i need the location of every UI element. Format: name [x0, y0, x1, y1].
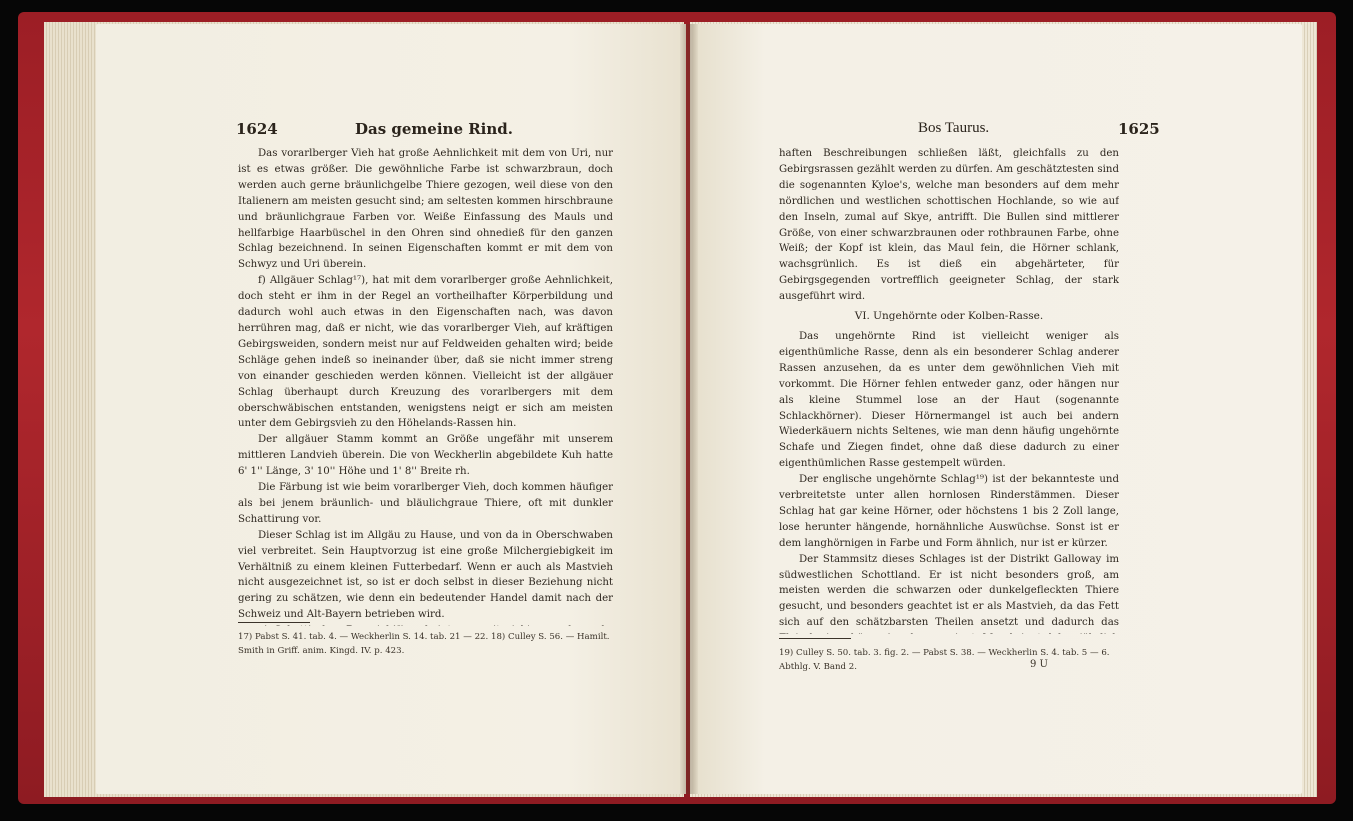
left-body-text [238, 146, 613, 626]
footnote: 19) Culley S. 50. tab. 3. fig. 2. — Pabst S. 38. — Weckherlin S. 4. tab. 5 — 6. [779, 648, 1110, 658]
footnote-rule [779, 638, 851, 639]
paragraph [238, 623, 613, 626]
right-body-text [779, 146, 1119, 634]
right-footnotes [779, 646, 1119, 674]
paragraph: haften Beschreibungen schließen läßt, gleichfalls zu den Gebirgsrassen gezählt werden zu dürfen. Am geschätztesten sind die sogenannten Kyloe's, welche man besonders auf dem mehr nördlichen und westlichen schottischen Hochlande, so wie auf den Inseln, zumal auf Skye, antrifft. Die Bullen sind mittlerer Größe, von einer schwarzbraunen oder rothbraunen Farbe, ohne Weiß; der Kopf ist klein, das Maul fein, die Hörner schlank, wachsgrünlich. Es ist dieß ein abgehärteter, für Gebirgsgegenden vortrefflich geeigneter Schlag, der stark ausgeführt wird. [779, 148, 1119, 303]
left-running-title: Das gemeine Rind. [355, 120, 513, 138]
left-page-number: 1624 [236, 120, 278, 138]
paragraph: Das vorarlberger Vieh hat große Aehnlichkeit mit dem von Uri, nur ist es etwas größer. Die gewöhnliche Farbe ist schwarzbraun, doch werden auch gerne bräunlichgelbe Thiere gezogen, weil diese von den Italienern am meisten gesucht sind; am seltesten kommen hirschbraune und bräunlichgraue Farben vor. Weiße Einfassung des Mauls und hellfarbige Haarbüschel in den Ohren sind ohnedieß für den ganzen Schlag bezeichnend. In seinen Eigenschaften kommt er mit dem von Schwyz und Uri überein. [238, 148, 613, 271]
right-page-number: 1625 [1118, 120, 1160, 138]
paragraph: Die Färbung ist wie beim vorarlberger Vieh, doch kommen häufiger als bei jenem bräunlich- und bläulichgraue Thiere, oft mit dunkler Schattirung vor. [238, 482, 613, 525]
paragraph: Der Stammsitz dieses Schlages ist der Distrikt Galloway im südwestlichen Schottland. Er ist nicht besonders groß, am meisten werden die schwarzen oder dunkelgefleckten Thiere gesucht, und besonders geachtet ist er als Mastvieh, da das Fett sich auf den schätzbarsten Theilen ansetzt und dadurch das [779, 553, 1119, 629]
paragraph: Der allgäuer Stamm kommt an Größe ungefähr mit unserem mittleren Landvieh überein. Die von Weckherlin abgebildete Kuh hatte 6' 1'' Länge, 3' 10'' Höhe und 1' 8'' Breite rh. [238, 434, 613, 478]
paragraph: f) Allgäuer Schlag¹⁷), hat mit dem vorarlberger große Aehnlichkeit, doch steht er ihm in der Regel an vortheilhafter Körperbildung und dadurch wohl auch etwas in den Eigenschaften nach, was davon herrühren mag, daß er nicht, wie das vorarlberger Vieh, auf kräftigen Gebirgsweiden, sondern meist nur auf Feldweiden gehalten wird; beide Schläge gehen indeß so ineinander über, daß sie nicht immer streng von einander geschieden werden können. Vielleicht ist der allgäuer Schlag überhaupt durch Kreuzung des vorarlbergers mit dem oberschwäbischen entstanden, wenigstens neigt er sich am meisten unter dem Gebirgsvieh zu den Höhelands-Rassen hin. [238, 275, 613, 430]
signature-mark: 9 U [1030, 659, 1048, 670]
section-heading: VI. Ungehörnte oder Kolben-Rasse. [854, 310, 1044, 323]
right-running-title: Bos Taurus. [918, 120, 990, 136]
paragraph: Das ungehörnte Rind ist vielleicht weniger als eigenthümliche Rasse, denn als ein besonderer Schlag anderer Rassen anzusehen, da es unter dem gewöhnlichen Vieh mit vorkommt. Die Hörner fehlen entweder ganz, oder hängen nur als kleine Stummel lose an der Haut (sogenannte Schlackhörner). Dieser Hörnermangel ist auch bei andern Wiederkäuern nichts Seltenes, wie man denn häufig ungehörnte Schafe und Ziegen findet, ohne daß diese dadurch zu einer eigenthümlichen Rasse gestempelt würden. [779, 330, 1119, 470]
left-footnotes: 17) Pabst S. 41. tab. 4. — Weckherlin S. 14. tab. 21 — 22. 18) Culley S. 56. — Hamilt. Smith in Griff. anim. Kingd. IV. p. 423. [238, 632, 610, 656]
volume-note: Abthlg. V. Band 2. [779, 662, 857, 672]
book-gutter [680, 24, 698, 794]
footnote-rule [238, 622, 310, 623]
paragraph: Dieser Schlag ist im Allgäu zu Hause, und von da in Oberschwaben viel verbreitet. Sein Hauptvorzug ist eine große Milchergiebigkeit im Verhältniß zu einem kleinen Futterbedarf. Wenn er auch als Mastvieh nicht ausgezeichnet ist, so ist er doch selbst in dieser Beziehung nicht gering zu schätzen, wie denn ein bedeutender Handel damit nach der Schweiz und Alt-Bayern betrieben wird. [238, 529, 613, 621]
paragraph: Der englische ungehörnte Schlag¹⁹) ist der bekannteste und verbreitetste unter allen hornlosen Rinderstämmen. Dieser Schlag hat gar keine Hörner, oder höchstens 1 bis 2 Zoll lange, lose herunter hängende, hornähnliche Auswüchse. Sonst ist er dem langhörnigen in Farbe und Form ähnlich, nur ist er kürzer. [779, 474, 1119, 549]
